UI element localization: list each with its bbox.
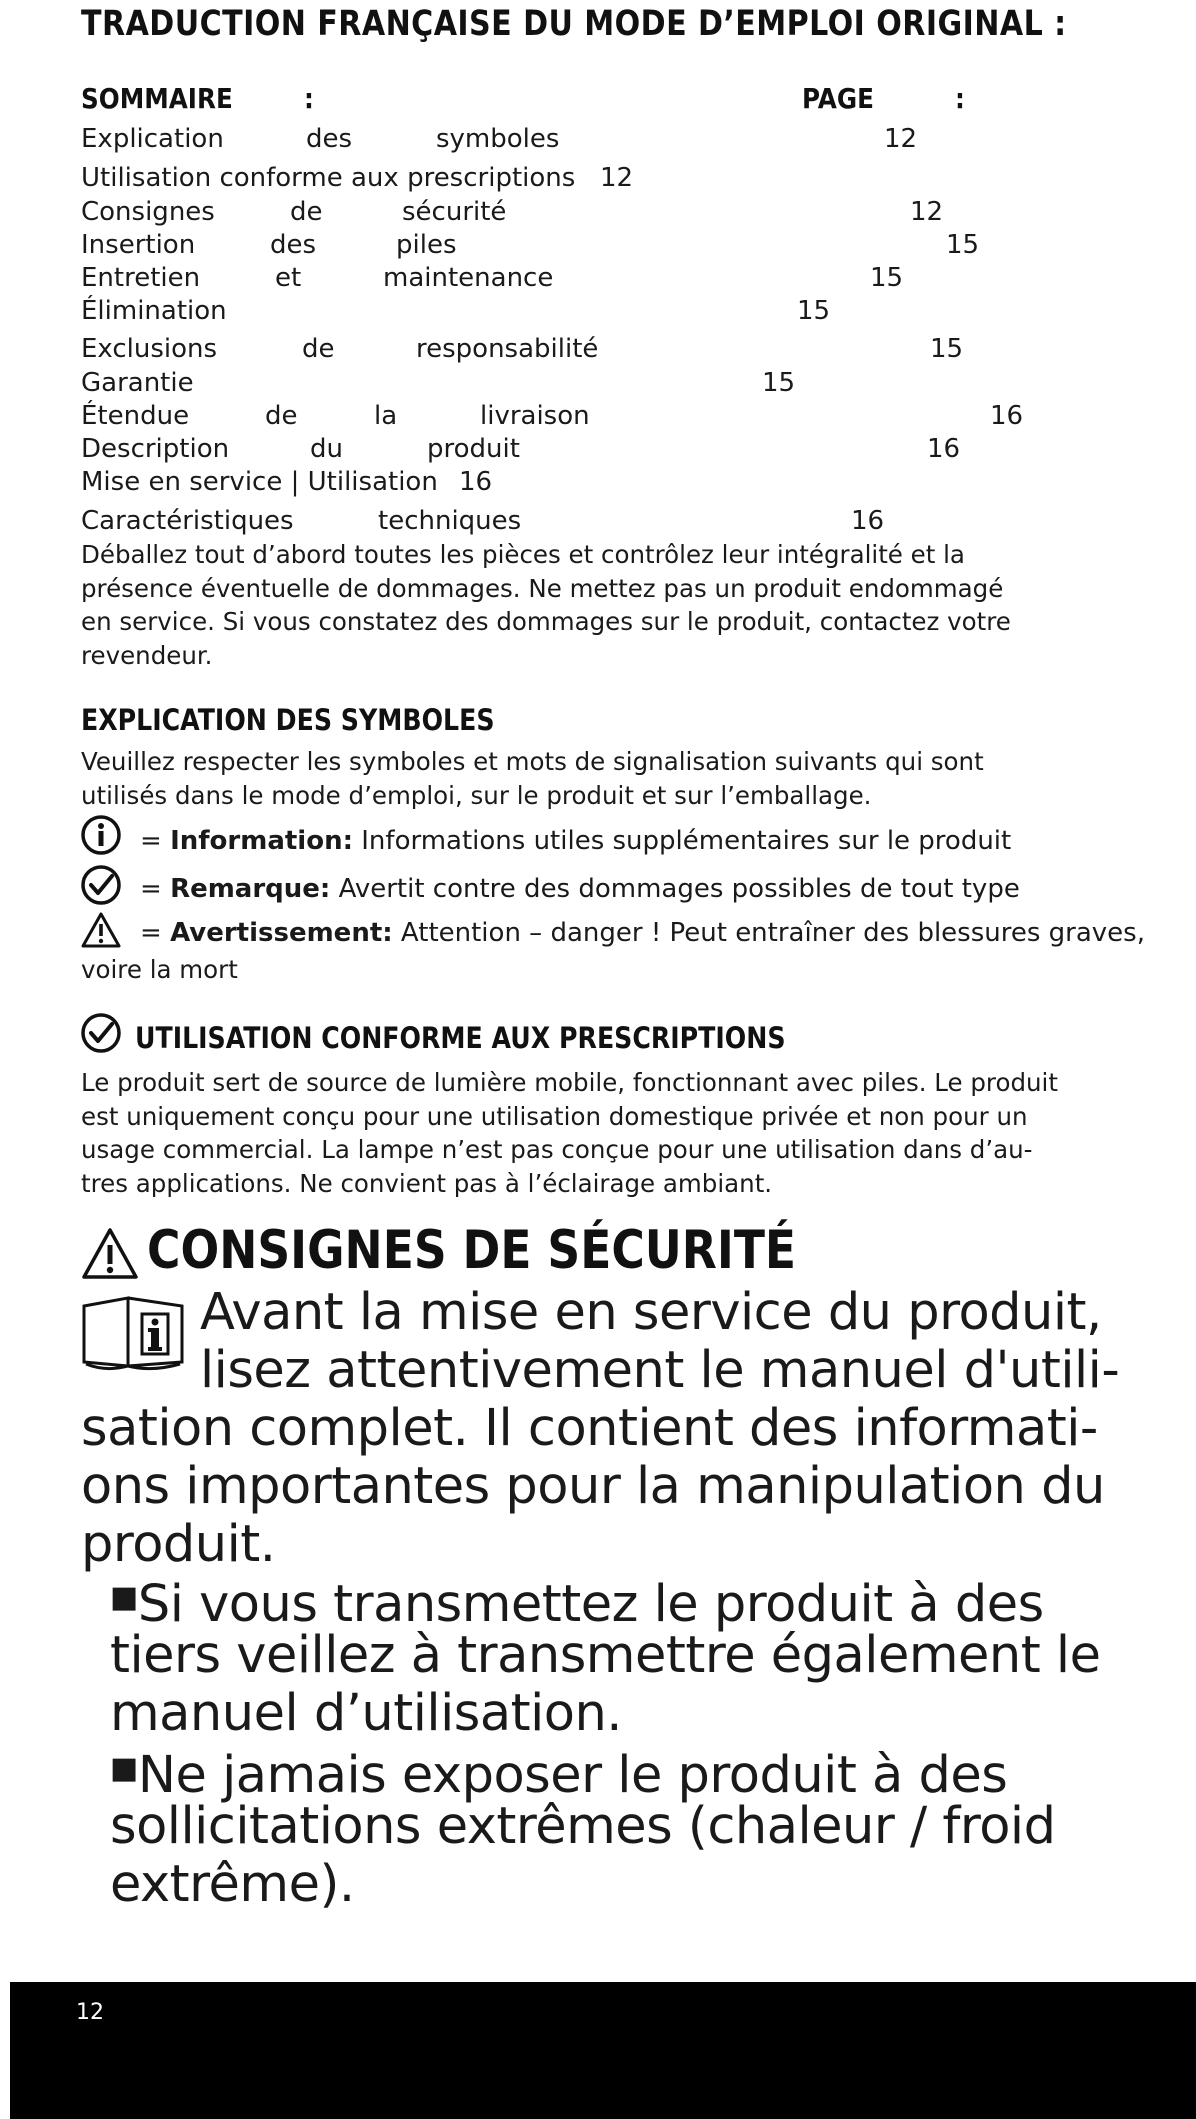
toc-entry-text: Insertion (81, 230, 196, 260)
toc-entry-page: 16 (990, 401, 1024, 431)
toc-entry-text: et (275, 263, 302, 293)
usage-line: usage commercial. La lampe n’est pas conçue pour une utilisation dans d’au- (81, 1135, 1033, 1164)
manual-notice-line: Avant la mise en service du produit, (200, 1283, 1102, 1342)
toc-entry-text: Élimination (81, 296, 227, 326)
usage-paragraph (81, 1066, 1058, 1200)
toc-entry-page: 15 (870, 263, 904, 293)
warning-icon (80, 1226, 140, 1282)
toc-entry-text: Mise en service | Utilisation (81, 467, 438, 497)
safety-bullet (110, 1740, 1007, 1805)
toc-entry-page: 16 (851, 506, 885, 536)
toc-entry-text: piles (396, 230, 457, 260)
safety-paragraph (81, 1400, 1105, 1574)
toc-entry-text: Utilisation conforme aux prescriptions (81, 163, 576, 193)
toc-entry-text: Exclusions (81, 334, 218, 364)
note-symbol-line (140, 874, 1020, 904)
symbol-prefix: = (140, 826, 171, 856)
toc-entry-text: Entretien (81, 263, 201, 293)
manual-notice-line: lisez attentivement le manuel d'utili- (200, 1341, 1120, 1400)
check-icon (80, 864, 122, 906)
intro-line: en service. Si vous constatez des dommages sur le produit, contactez votre (81, 607, 1011, 636)
toc-entry-text: Consignes (81, 197, 215, 227)
toc-entry-text: Garantie (81, 368, 194, 398)
toc-entry-text: du (310, 434, 343, 464)
toc-entry-text: Étendue (81, 401, 190, 431)
toc-heading-colon: : (304, 82, 314, 115)
bullet-text: extrême). (110, 1855, 355, 1914)
warning-description-cont: voire la mort (81, 955, 238, 984)
safety-bullet-cont (110, 1627, 1100, 1743)
safety-line: sation complet. Il contient des informati- (81, 1399, 1098, 1458)
check-icon (80, 1012, 122, 1054)
bullet-text: Ne jamais exposer le produit à des (137, 1746, 1008, 1805)
toc-entry-text: symboles (436, 124, 560, 154)
intro-line: Déballez tout d’abord toutes les pièces et contrôlez leur intégralité et la (81, 540, 965, 569)
info-symbol-line (140, 826, 1011, 856)
page-title: TRADUCTION FRANÇAISE DU MODE D’EMPLOI ORIGINAL : (81, 4, 1067, 44)
toc-entry-page: 16 (459, 467, 493, 497)
info-description: Informations utiles supplémentaires sur le produit (353, 826, 1012, 856)
toc-entry-page: 15 (930, 334, 964, 364)
toc-entry-text: techniques (378, 506, 522, 536)
safety-bullet-cont (110, 1798, 1055, 1914)
toc-entry-text: produit (427, 434, 520, 464)
symbol-prefix: = (140, 874, 171, 904)
toc-entry-text: sécurité (402, 197, 507, 227)
bullet-text: tiers veillez à transmettre également le (110, 1626, 1101, 1685)
info-icon (80, 814, 122, 856)
note-term: Remarque: (170, 874, 331, 904)
symbols-heading: EXPLICATION DES SYMBOLES (81, 703, 495, 737)
toc-entry-text: de (265, 401, 298, 431)
toc-entry-page: 12 (884, 124, 918, 154)
toc-entry-text: livraison (480, 401, 590, 431)
symbols-intro-line: utilisés dans le mode d’emploi, sur le produit et sur l’emballage. (81, 780, 872, 810)
symbols-intro-line: Veuillez respecter les symboles et mots de signalisation suivants qui sont (81, 747, 984, 776)
toc-entry-text: de (302, 334, 335, 364)
manual-notice (200, 1284, 1119, 1400)
toc-entry-page: 15 (797, 296, 831, 326)
usage-line: Le produit sert de source de lumière mobile, fonctionnant avec piles. Le produit (81, 1068, 1058, 1097)
intro-paragraph (81, 538, 1011, 672)
toc-entry-text: des (270, 230, 317, 260)
toc-entry-page: 15 (762, 368, 796, 398)
bullet-text: sollicitations extrêmes (chaleur / froid (110, 1797, 1056, 1856)
toc-entry-text: maintenance (383, 263, 554, 293)
toc-heading-right-colon: : (955, 82, 965, 115)
toc-entry-text: responsabilité (416, 334, 599, 364)
note-description: Avertit contre des dommages possibles de tout type (330, 874, 1020, 904)
toc-entry-text: la (374, 401, 398, 431)
toc-entry-page: 12 (910, 197, 944, 227)
bullet-marker: ■ (110, 1751, 138, 1786)
usage-line: est uniquement conçu pour une utilisation domestique privée et non pour un (81, 1101, 1028, 1131)
usage-heading: UTILISATION CONFORME AUX PRESCRIPTIONS (135, 1021, 786, 1055)
toc-entry-text: des (306, 124, 353, 154)
toc-entry-text: Description (81, 434, 230, 464)
warning-icon (80, 910, 122, 950)
manual-icon (80, 1292, 186, 1372)
page-number: 12 (76, 2000, 104, 2025)
toc-heading-right: PAGE (802, 82, 874, 115)
toc-entry-text: Caractéristiques (81, 506, 294, 536)
intro-line: revendeur. (81, 640, 213, 670)
toc-entry-page: 12 (600, 163, 634, 193)
bullet-text: Si vous transmettez le produit à des (137, 1575, 1044, 1634)
bullet-marker: ■ (110, 1580, 138, 1615)
safety-bullet (110, 1569, 1044, 1634)
bullet-text: manuel d’utilisation. (110, 1684, 622, 1743)
safety-line: ons importantes pour la manipulation du (81, 1457, 1105, 1516)
toc-entry-text: Explication (81, 124, 224, 154)
toc-entry-page: 15 (946, 230, 980, 260)
info-term: Information: (170, 826, 353, 856)
safety-line: produit. (81, 1515, 276, 1574)
intro-line: présence éventuelle de dommages. Ne mettez pas un produit endommagé (81, 573, 1004, 603)
toc-entry-page: 16 (927, 434, 961, 464)
usage-line: tres applications. Ne convient pas à l’éclairage ambiant. (81, 1168, 773, 1198)
toc-heading-left: SOMMAIRE (81, 82, 233, 115)
toc-entry-text: de (290, 197, 323, 227)
page-footer (10, 1982, 1196, 2119)
warning-term: Avertissement: (170, 918, 393, 948)
safety-heading: CONSIGNES DE SÉCURITÉ (147, 1220, 797, 1281)
warning-symbol-line (140, 918, 1145, 948)
warning-description: Attention – danger ! Peut entraîner des blessures graves, (392, 918, 1145, 948)
symbol-prefix: = (140, 918, 171, 948)
symbols-intro (81, 745, 984, 812)
